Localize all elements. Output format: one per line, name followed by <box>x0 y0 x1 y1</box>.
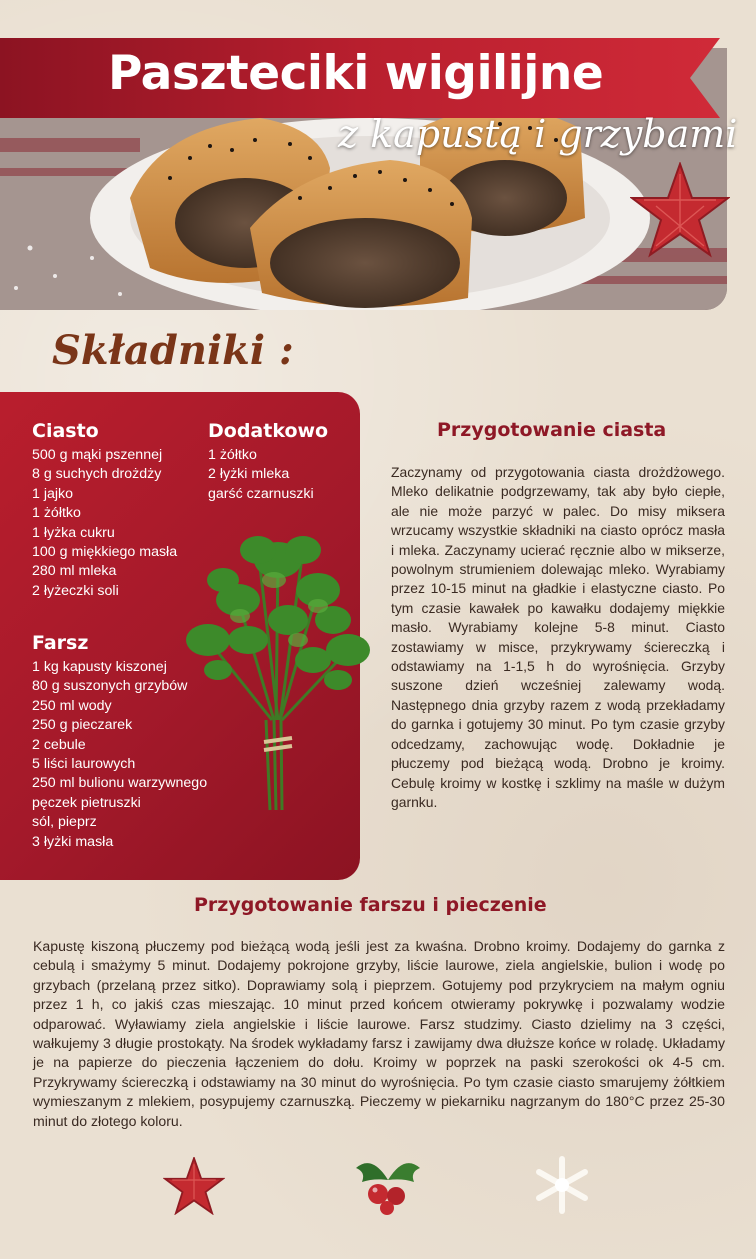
ingredients-group-dodatkowo <box>208 420 328 504</box>
ingredients-heading: Składniki : <box>52 327 294 374</box>
holly-berries-icon <box>352 1150 424 1216</box>
ingredient-item: 280 ml mleka <box>32 563 117 580</box>
ingredient-item: 500 g mąki pszennej <box>32 447 163 463</box>
ingredient-item: 80 g suszonych grzybów <box>32 678 188 695</box>
ingredient-item: garść czarnuszki <box>208 485 314 502</box>
parsley-icon <box>178 520 378 820</box>
ingredients-group-heading: Dodatkowo <box>208 420 329 442</box>
ingredient-item: 3 łyżki masła <box>32 833 114 850</box>
ingredient-item: 100 g miękkiego masła <box>32 544 178 561</box>
ingredient-item: 1 żółtko <box>32 505 81 522</box>
ingredient-item: 1 łyżka cukru <box>32 524 115 541</box>
ingredients-group-heading: Ciasto <box>32 420 99 442</box>
ingredients-list <box>208 446 328 504</box>
ingredient-item: 1 jajko <box>32 485 74 502</box>
page-subtitle: z kapustą i grzybami <box>338 112 738 156</box>
page-title: Paszteciki wigilijne <box>108 46 604 101</box>
ingredient-item: 2 łyżki mleka <box>208 466 290 483</box>
ingredient-item: sól, pieprz <box>32 814 97 831</box>
ingredient-item: 8 g suchych drożdży <box>32 466 162 483</box>
ingredient-item: 250 g pieczarek <box>32 717 133 734</box>
filling-prep-heading: Przygotowanie farszu i pieczenie <box>194 894 547 916</box>
dough-prep-heading: Przygotowanie ciasta <box>437 419 667 441</box>
ingredient-item: 5 liści laurowych <box>32 756 136 773</box>
knitted-star-icon <box>630 162 730 258</box>
ingredient-item: 1 żółtko <box>208 447 257 463</box>
ingredient-item: 1 kg kapusty kiszonej <box>32 659 167 675</box>
snowflake-icon <box>531 1155 593 1215</box>
ingredient-item: 2 cebule <box>32 736 86 753</box>
ingredients-group-heading: Farsz <box>32 632 89 654</box>
ingredient-item: 250 ml bulionu warzywnego <box>32 775 208 792</box>
dough-prep-text: Zaczynamy od przygotowania ciasta drożdżowego. Mleko delikatnie podgrzewamy, tak aby było ciepłe, ale nie może parzyć w palec. Do misy miksera wrzucamy wszystkie składniki na ciasto oprócz masła i mleka. Zaczynamy ucierać ręcznie albo w mikserze, powolnym strumieniem dolewając mleko. Wyrabiamy przez 10-15 minut na gładkie i elastyczne ciasto. Po tym czasie kawałek po kawałku dodajemy miękkie masło. Wyrabiamy kolejne 5-8 minut. Ciasto zostawiamy w misce, przykrywamy ściereczką i odstawiamy na 1-1,5 h do wyrośnięcia. Grzyby suszone dzień wcześniej zalewamy wodą. Następnego dnia grzyby razem z wodą przekładamy do garnka i gotujemy 30 minut. Po tym czasie grzyby odcedzamy, zachowując wodę. Dokładnie je płuczemy pod bieżącą wodą. Drobno je kroimy. Cebulę kroimy w kostkę i szklimy na maśle w dużym garnku. <box>391 464 725 810</box>
ingredients-list <box>32 446 177 601</box>
ingredient-item: 250 ml wody <box>32 697 112 714</box>
ingredients-group-ciasto <box>32 420 177 601</box>
ingredient-item: 2 łyżeczki soli <box>32 582 119 599</box>
knitted-star-icon <box>163 1157 225 1215</box>
filling-prep-text: Kapustę kiszoną płuczemy pod bieżącą wodą jeśli jest za kwaśna. Drobno kroimy. Dodajemy do garnka z cebulą i smażymy 5 minut. Dodajemy pokrojone grzyby, liście laurowe, ziela angielskie, bulion i wodę po grzybach (przelaną przez sitko). Doprawiamy solą i pieprzem. Gotujemy pod przykryciem na małym ogniu przez 1 h, co jakiś czas mieszając. 10 minut przed końcem otwieramy pokrywkę i pozwalamy wodzie odparować. Wyławiamy ziela angielskie i liście laurowe. Farsz studzimy. Ciasto dzielimy na 3 części, wałkujemy 3 długie prostokąty. Na środek wykładamy farsz i zawijamy dwa dłuższe końce w roladę. Układamy je na papierze do pieczenia łączeniem do dołu. Kroimy w poprzek na paski szerokości ok 4-5 cm. Przykrywamy ściereczką i odstawiamy na 30 minut do wyrośnięcia. Po tym czasie ciasto smarujemy żółtkiem wymieszanym z mlekiem, posypujemy czarnuszką. Pieczemy w piekarniku nagrzanym do 180°C przez 25-30 minut do złotego koloru. <box>33 938 725 1129</box>
ingredient-item: pęczek pietruszki <box>32 794 141 811</box>
